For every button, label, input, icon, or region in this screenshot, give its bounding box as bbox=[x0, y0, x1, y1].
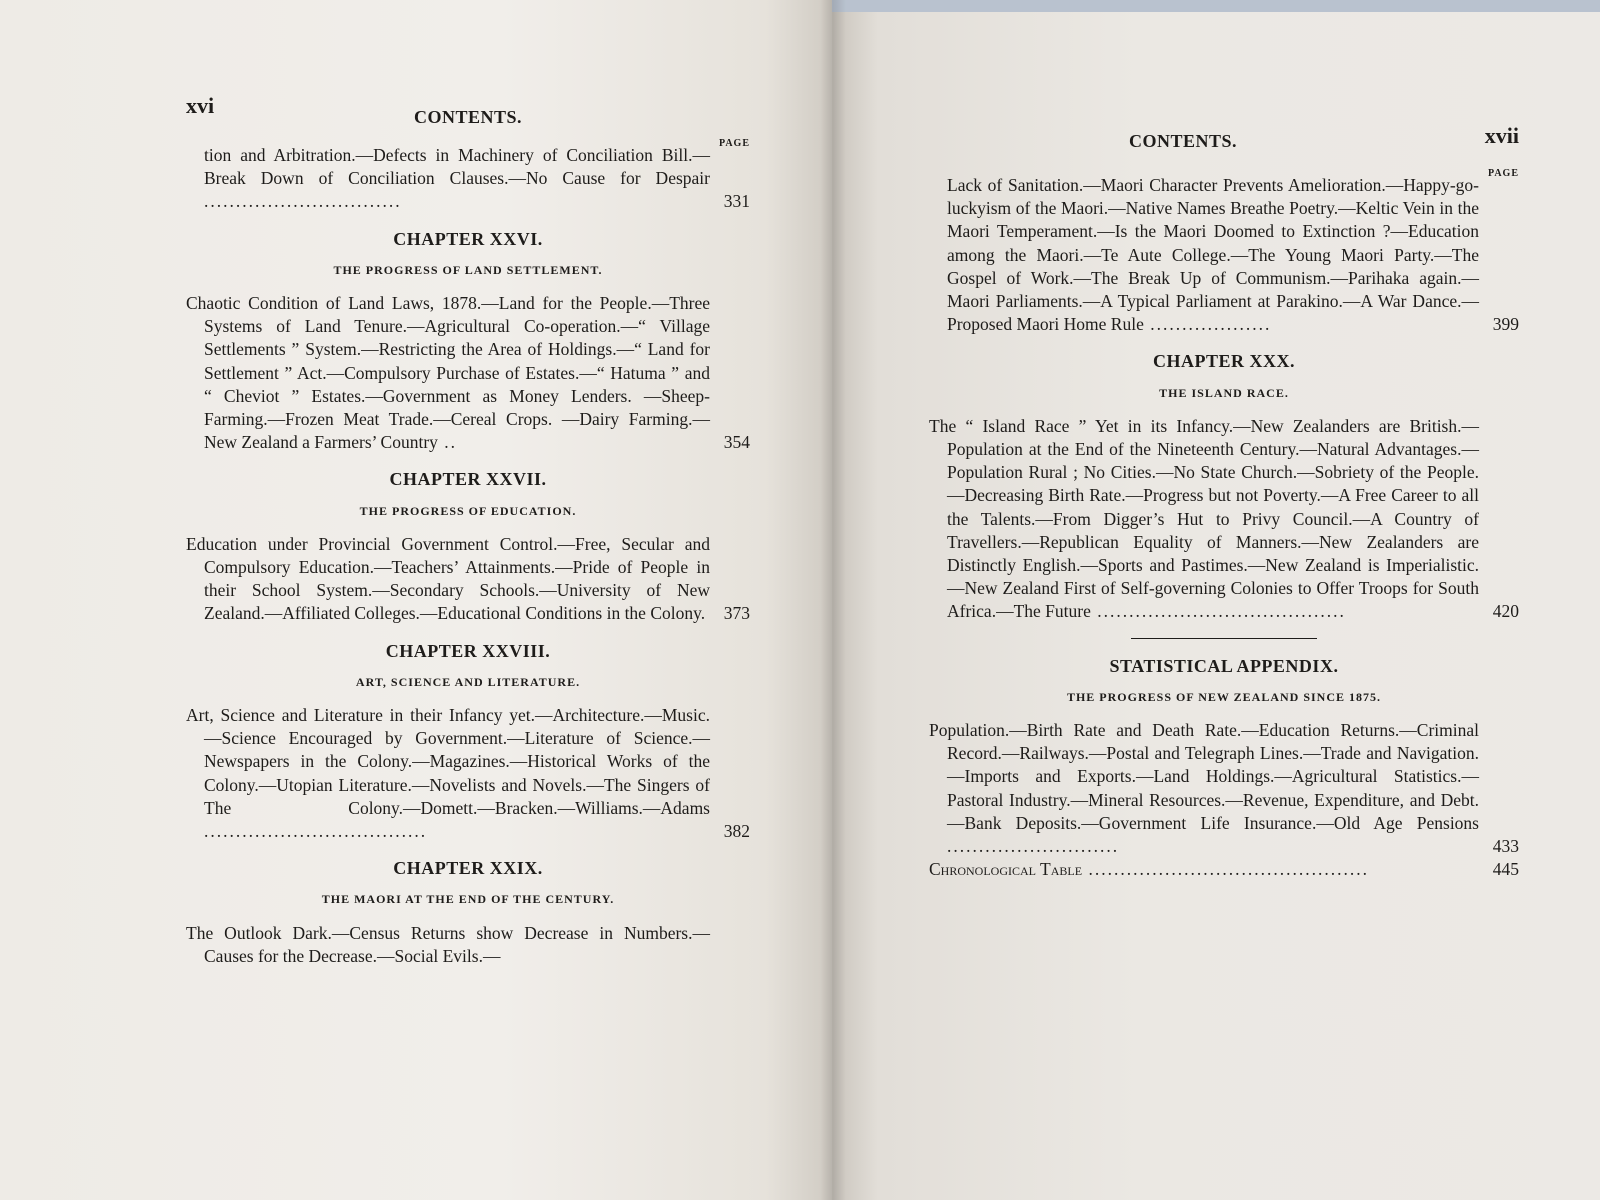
toc-entry-page: 399 bbox=[1492, 314, 1519, 335]
toc-entry-chronological-table: Chronological Table ............................................ 445 bbox=[929, 858, 1519, 881]
toc-entry bbox=[186, 533, 750, 626]
toc-entry-page: 420 bbox=[1492, 601, 1519, 622]
toc-entry: Population.—Birth Rate and Death Rate.—Education Returns.—Criminal Record.—Railways.—Postal and Telegraph Lines.—Trade and Navigation.—Imports and Exports.—Land Holdings.—Agricultural Statistics.—Pastoral Industry.—Mineral Resources.—Revenue, Expenditure, and Debt.—Bank Deposits.—Government Life Insurance.—Old Age Pensions ........................... 433 bbox=[929, 719, 1519, 858]
left-page-number: xvi bbox=[186, 93, 215, 118]
background-strip bbox=[832, 0, 1600, 12]
toc-entry-text: Lack of Sanitation.—Maori Character Prevents Amelioration.—Happy-go-luckyism of the Maori.—Native Names Breathe Poetry.—Keltic Vein in the Maori Temperament.—Is the Maori Doomed to Extinction ?—Education among the Maori.—Te Aute College.—The Young Maori Party.—The Gospel of Work.—The Break Up of Communism.—Parihaka again.—Maori Parliaments.—A Typical Parliament at Parakino.—A War Dance.—Proposed Maori Home Rule bbox=[947, 175, 1479, 335]
left-running-head: CONTENTS. bbox=[414, 107, 523, 127]
toc-entry-continued-right: Lack of Sanitation.—Maori Character Prevents Amelioration.—Happy-go-luckyism of the Maori.—Native Names Breathe Poetry.—Keltic Vein in the Maori Temperament.—Is the Maori Doomed to Extinction ?—Education among the Maori.—Te Aute College.—The Young Maori Party.—The Gospel of Work.—The Break Up of Communism.—Parihaka again.—Maori Parliaments.—A Typical Parliament at Parakino.—A War Dance.—Proposed Maori Home Rule ................... 399 bbox=[929, 174, 1519, 336]
book-gutter bbox=[820, 0, 846, 1200]
chapter-subtitle: ART, SCIENCE AND LITERATURE. bbox=[355, 674, 581, 689]
left-page-column-label: PAGE bbox=[718, 138, 750, 149]
chapter-heading: CHAPTER XXVII. bbox=[389, 469, 547, 490]
toc-entry-text: Education under Provincial Government Control.—Free, Secular and Compulsory Education.—Teachers’ Attainments.—Pride of People in their School System.—Secondary Schools.—University of New Zealand.—Affiliated Colleges.—Educational Conditions in the Colony. bbox=[186, 533, 710, 624]
toc-entry-text: Chronological Table bbox=[929, 859, 1083, 880]
left-page-text bbox=[186, 94, 750, 968]
chapter-heading: CHAPTER XXX. bbox=[1152, 351, 1295, 372]
appendix-heading: STATISTICAL APPENDIX. bbox=[1109, 655, 1339, 676]
right-page-number: xvii bbox=[1484, 123, 1519, 148]
left-header bbox=[186, 93, 750, 127]
toc-entry: Art, Science and Literature in their Infancy yet.—Architecture.—Music.—Science Encouraged by Government.—Literature of Science.—Newspapers in the Colony.—Magazines.—Historical Works of the Colony.—Utopian Literature.—Novelists and Novels.—The Singers of The Colony.—Domett.—Bracken.—Williams.—Adams ................................... 382 bbox=[186, 704, 750, 843]
toc-entry-page: 331 bbox=[723, 191, 750, 212]
right-header bbox=[929, 124, 1519, 154]
chapter-subtitle: THE PROGRESS OF LAND SETTLEMENT. bbox=[333, 262, 603, 277]
chapter-subtitle: THE PROGRESS OF EDUCATION. bbox=[359, 503, 577, 518]
toc-entry-continued-left: tion and Arbitration.—Defects in Machinery of Conciliation Bill.—Break Down of Conciliation Clauses.—No Cause for Despair ............................... 331 bbox=[186, 144, 750, 214]
toc-entry-page: 382 bbox=[723, 821, 750, 842]
right-running-head: CONTENTS. bbox=[1129, 131, 1238, 151]
appendix-subtitle: THE PROGRESS OF NEW ZEALAND SINCE 1875. bbox=[1066, 689, 1382, 704]
toc-entry-page: 445 bbox=[1492, 859, 1519, 880]
right-page-column-label: PAGE bbox=[1487, 168, 1519, 179]
toc-entry: Chaotic Condition of Land Laws, 1878.—Land for the People.—Three Systems of Land Tenure.—Agricultural Co-operation.—“ Village Settlements ” System.—Restricting the Area of Holdings.—“ Land for Settlement ” Act.—Compulsory Purchase of Estates.—“ Hatuma ” and “ Cheviot ” Estates.—Government as Money Lenders. —Sheep-Farming.—Frozen Meat Trade.—Cereal Crops. —Dairy Farming.—New Zealand a Farmers’ Country .. 354 bbox=[186, 292, 750, 454]
chapter-heading: CHAPTER XXVI. bbox=[393, 228, 543, 249]
right-page-text bbox=[929, 124, 1519, 881]
toc-entry-page: 373 bbox=[723, 603, 750, 624]
toc-entry-text: Population.—Birth Rate and Death Rate.—Education Returns.—Criminal Record.—Railways.—Postal and Telegraph Lines.—Trade and Navigation.—Imports and Exports.—Land Holdings.—Agricultural Statistics.—Pastoral Industry.—Mineral Resources.—Revenue, Expenditure, and Debt.—Bank Deposits.—Government Life Insurance.—Old Age Pensions bbox=[929, 720, 1479, 833]
toc-entry: The “ Island Race ” Yet in its Infancy.—New Zealanders are British.—Population at the End of the Nineteenth Century.—Natural Advantages.—Population Rural ; No Cities.—No State Church.—Sobriety of the People.—Decreasing Birth Rate.—Progress but not Poverty.—A Free Career to all the Talents.—From Digger’s Hut to Privy Council.—A Country of Travellers.—Republican Equality of Manners.—New Zealanders are Distinctly English.—Sports and Pastimes.—New Zealand is Imperialistic.—New Zealand First of Self-governing Colonies to Offer Troops for South Africa.—The Future ....................................... 420 bbox=[929, 415, 1519, 624]
toc-entry-text: tion and Arbitration.—Defects in Machinery of Conciliation Bill.—Break Down of Conciliation Clauses.—No Cause for Despair bbox=[204, 145, 710, 189]
chapter-heading: CHAPTER XXIX. bbox=[393, 858, 543, 879]
toc-entry-text: The “ Island Race ” Yet in its Infancy.—New Zealanders are British.—Population at the End of the Nineteenth Century.—Natural Advantages.—Population Rural ; No Cities.—No State Church.—Sobriety of the People.—Decreasing Birth Rate.—Progress but not Poverty.—A Free Career to all the Talents.—From Digger’s Hut to Privy Council.—A Country of Travellers.—Republican Equality of Manners.—New Zealanders are Distinctly English.—Sports and Pastimes.—New Zealand is Imperialistic.—New Zealand First of Self-governing Colonies to Offer Troops for South Africa.—The Future bbox=[929, 415, 1479, 622]
toc-entry-text: The Outlook Dark.—Census Returns show Decrease in Numbers.—Causes for the Decrease.—Social Evils.— bbox=[186, 922, 710, 966]
chapter-subtitle: THE MAORI AT THE END OF THE CENTURY. bbox=[321, 892, 615, 907]
right-page bbox=[832, 0, 1600, 1200]
section-divider bbox=[1131, 638, 1317, 639]
chapter-subtitle: THE ISLAND RACE. bbox=[1159, 385, 1289, 400]
toc-entry bbox=[186, 922, 750, 968]
toc-entry-text: Art, Science and Literature in their Infancy yet.—Architecture.—Music.—Science Encouraged by Government.—Literature of Science.—Newspapers in the Colony.—Magazines.—Historical Works of the Colony.—Utopian Literature.—Novelists and Novels.—The Singers of The Colony.—Domett.—Bracken.—Williams.—Adams bbox=[186, 705, 710, 818]
chapter-heading: CHAPTER XXVIII. bbox=[385, 640, 551, 661]
toc-entry-page: 433 bbox=[1492, 836, 1519, 857]
toc-entry-text: Chaotic Condition of Land Laws, 1878.—Land for the People.—Three Systems of Land Tenure.—Agricultural Co-operation.—“ Village Settlements ” System.—Restricting the Area of Holdings.—“ Land for Settlement ” Act.—Compulsory Purchase of Estates.—“ Hatuma ” and “ Cheviot ” Estates.—Government as Money Lenders. —Sheep-Farming.—Frozen Meat Trade.—Cereal Crops. —Dairy Farming.—New Zealand a Farmers’ Country bbox=[186, 293, 710, 453]
toc-entry-page: 354 bbox=[723, 432, 750, 453]
